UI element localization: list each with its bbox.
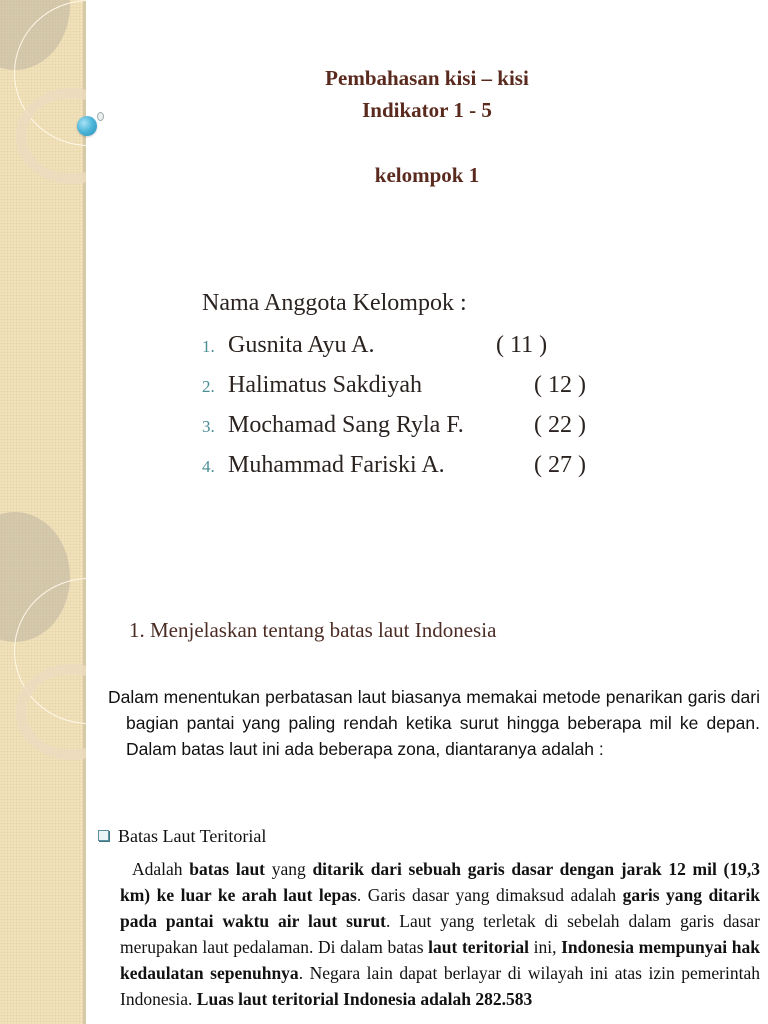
bullet-item <box>98 826 266 847</box>
member-number: ( 27 ) <box>534 452 586 478</box>
text-run: . Laut yang terletak di sebelah dalam garis dasar merupakan laut pedalaman. Di dalam batas <box>120 911 760 957</box>
slide-2 <box>86 0 768 1024</box>
list-number: 2. <box>202 377 215 396</box>
text-run-bold: garis yang ditarik pada pantai waktu air laut surut <box>120 885 760 931</box>
text-run-bold: ditarik dari sebuah garis dasar dengan jarak 12 mil (19,3 km) ke luar ke arah laut lepas <box>120 859 760 905</box>
list-number: 4. <box>202 457 215 476</box>
body-paragraph <box>120 856 760 1012</box>
text-run-bold: batas laut <box>189 859 266 879</box>
member-number: ( 11 ) <box>496 332 548 358</box>
text-run-bold: Luas laut teritorial Indonesia adalah 282.583 <box>196 989 533 1009</box>
square-bullet-icon <box>98 830 109 841</box>
bullet-label: Batas Laut Teritorial <box>118 826 267 846</box>
text-run: . Negara lain dapat berlayar di wilayah ini atas izin pemerintah Indonesia. <box>120 963 760 1009</box>
list-number: 3. <box>202 417 215 436</box>
member-number: ( 22 ) <box>534 412 586 438</box>
slide-title: Pembahasan kisi – kisi <box>325 66 529 90</box>
text-run-bold: Indonesia mempunyai hak kedaulatan sepenuhnya <box>120 937 760 983</box>
slide-subtitle: Indikator 1 - 5 <box>362 98 492 122</box>
member-name: Gusnita Ayu A. <box>228 332 375 358</box>
list-number: 1. <box>202 337 215 356</box>
member-number: ( 12 ) <box>534 372 586 398</box>
text-run: . Garis dasar yang dimaksud adalah <box>356 885 623 905</box>
text-run: Adalah <box>132 859 190 879</box>
group-name: kelompok 1 <box>374 163 480 187</box>
member-name: Halimatus Sakdiyah <box>228 372 422 398</box>
text-run: yang <box>265 859 313 879</box>
text-run-bold: laut teritorial <box>428 937 529 957</box>
text-run: ini, <box>528 937 562 957</box>
member-name: Mochamad Sang Ryla F. <box>228 412 464 438</box>
sidebar-ornament <box>0 0 86 1024</box>
intro-paragraph: Dalam menentukan perbatasan laut biasanya memakai metode penarikan garis dari bagian pantai yang paling rendah ketika surut hingga beberapa mil ke depan. Dalam batas laut ini ada beberapa zona, diantaranya adalah : <box>108 687 760 759</box>
member-list-label: Nama Anggota Kelompok : <box>202 290 467 316</box>
section-heading: 1. Menjelaskan tentang batas laut Indonesia <box>129 618 497 642</box>
member-name: Muhammad Fariski A. <box>228 452 445 478</box>
